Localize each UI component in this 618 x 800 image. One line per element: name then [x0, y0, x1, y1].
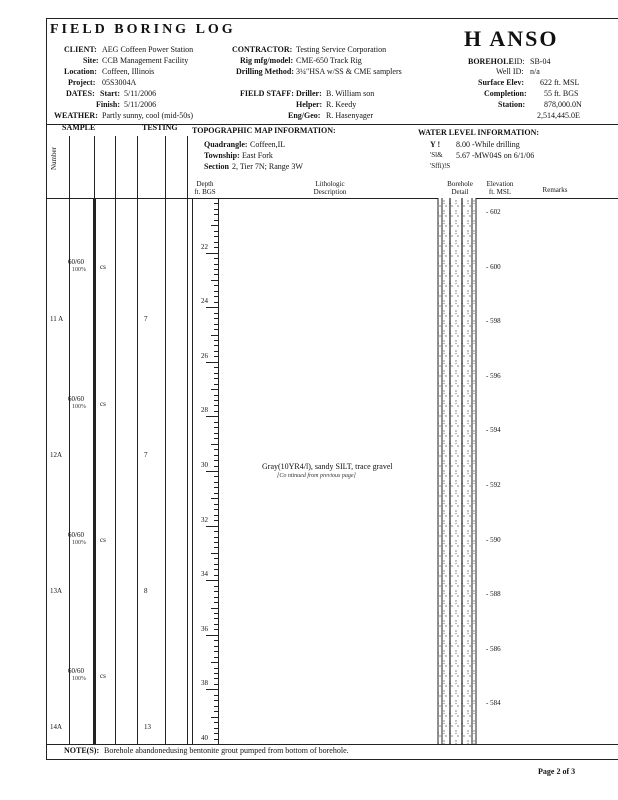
sample-type: cs	[100, 536, 106, 544]
quadrangle-value: Coffeen,IL	[250, 140, 286, 149]
elevation-label: - 600	[486, 262, 501, 271]
depth-tick	[214, 711, 218, 712]
depth-tick	[206, 198, 218, 199]
depth-tick	[214, 411, 218, 412]
depth-tick	[214, 324, 218, 325]
finish-label: Finish:	[96, 100, 121, 109]
drilling-value: 3¼"HSA w/SS & CME samplers	[296, 67, 402, 76]
depth-tick	[214, 258, 218, 259]
elevation-header-unit: ft. MSL	[488, 188, 512, 196]
lithology-header	[290, 180, 370, 196]
station-value: 878,000.0N	[544, 100, 582, 109]
blow-count: 8	[144, 587, 148, 595]
elevation-label: - 596	[486, 371, 501, 380]
depth-tick	[214, 624, 218, 625]
field-staff-label: FIELD STAFF:	[240, 89, 294, 98]
project-value: 05S3004A	[102, 78, 137, 87]
depth-tick	[214, 520, 218, 521]
elevation-label: - 584	[486, 699, 501, 708]
depth-tick	[214, 695, 218, 696]
lithology-header-desc: Description	[313, 188, 347, 196]
blow-count: 7	[144, 315, 148, 323]
elevation-label: - 602	[486, 208, 501, 216]
depth-label: 30	[201, 461, 208, 469]
contractor-label: CONTRACTOR:	[232, 45, 293, 54]
depth-tick	[214, 313, 218, 314]
sample-recovery-pct: 100%	[72, 676, 86, 682]
sample-type: cs	[100, 672, 106, 680]
sample-recovery: 60/60	[68, 667, 84, 675]
depth-tick	[214, 515, 218, 516]
completion-value: 55 ft. BGS	[544, 89, 579, 98]
depth-header-label: Depth	[196, 180, 214, 188]
sample-recovery-pct: 100%	[72, 267, 86, 273]
depth-label: 28	[201, 406, 208, 415]
depth-tick	[211, 553, 218, 554]
location-value: Coffeen, Illinois	[102, 67, 155, 76]
remarks-header: Remarks	[542, 186, 568, 194]
depth-tick	[206, 471, 218, 472]
depth-tick	[214, 438, 218, 439]
depth-tick	[206, 362, 218, 363]
col-line	[165, 136, 166, 744]
col-line	[137, 136, 138, 744]
col-line	[187, 136, 188, 744]
section-value: 2, Tier 7N; Range 3W	[232, 162, 303, 171]
depth-tick	[214, 203, 218, 204]
depth-tick	[211, 608, 218, 609]
depth-tick	[206, 689, 218, 690]
sample-id: 14A	[50, 723, 63, 731]
depth-tick	[206, 580, 218, 581]
notes-label: NOTE(S):	[64, 746, 100, 755]
water-line-1: 8.00 -While drilling	[456, 140, 520, 149]
depth-tick	[214, 537, 218, 538]
depth-tick	[214, 618, 218, 619]
depth-tick	[214, 542, 218, 543]
completion-label: Completion:	[484, 89, 527, 98]
depth-tick	[214, 684, 218, 685]
start-value: 5/11/2006	[124, 89, 157, 98]
lithology-header-label: Lithologic	[315, 180, 345, 188]
elevation-label: - 586	[486, 644, 501, 653]
well-id-value: n/a	[530, 67, 540, 76]
header-divider	[46, 124, 618, 125]
depth-tick	[214, 575, 218, 576]
dates-label: DATES:	[66, 89, 95, 98]
form-title: FIELD BORING LOG	[50, 22, 236, 37]
water-symbol-1: Y !	[430, 140, 441, 149]
depth-tick	[211, 225, 218, 226]
depth-tick	[206, 307, 218, 308]
sample-bar	[93, 198, 96, 744]
col-line	[69, 136, 70, 744]
section-label: Section	[204, 162, 229, 171]
depth-tick	[211, 498, 218, 499]
depth-label: 38	[201, 679, 208, 688]
depth-tick	[214, 564, 218, 565]
sample-recovery: 60/60	[68, 395, 84, 403]
weather-label: WEATHER:	[54, 111, 98, 120]
borehole-header-label: Borehole	[447, 180, 473, 188]
elevation-label: - 592	[486, 481, 501, 489]
depth-tick	[214, 384, 218, 385]
depth-tick	[214, 558, 218, 559]
depth-tick	[206, 416, 218, 417]
easting-value: 2,514,445.0E	[537, 111, 580, 120]
sample-id: 11 A	[50, 315, 64, 323]
depth-tick	[206, 635, 218, 636]
depth-tick	[214, 673, 218, 674]
depth-tick	[214, 482, 218, 483]
sample-header: SAMPLE	[62, 123, 96, 132]
depth-label: 22	[201, 242, 208, 251]
depth-tick	[211, 717, 218, 718]
depth-label: 24	[201, 297, 208, 306]
surface-elev-value: 622 ft. MSL	[540, 78, 580, 87]
depth-label: 34	[201, 570, 208, 579]
page-number: Page 2 of 3	[538, 767, 576, 776]
depth-tick	[214, 678, 218, 679]
water-line-2: 5.67 -MW04S on 6/1/06	[456, 151, 535, 160]
depth-tick	[214, 318, 218, 319]
topo-heading: TOPOGRAPHIC MAP INFORMATION:	[192, 126, 336, 135]
depth-tick	[206, 744, 218, 745]
depth-tick	[214, 340, 218, 341]
driller-value: B. William son	[326, 89, 375, 98]
depth-tick	[214, 247, 218, 248]
rig-value: CME-650 Track Rig	[296, 56, 362, 65]
depth-tick	[214, 296, 218, 297]
depth-tick	[214, 214, 218, 215]
water-symbol-2: 'Sl&	[430, 151, 443, 159]
depth-tick	[214, 460, 218, 461]
blow-count: 13	[144, 723, 151, 731]
elevation-label: - 590	[486, 535, 501, 544]
depth-label: 36	[201, 624, 208, 633]
sample-recovery-pct: 100%	[72, 404, 86, 410]
depth-tick	[214, 329, 218, 330]
elevation-label: - 588	[486, 590, 501, 599]
depth-tick	[214, 487, 218, 488]
well-id-label: Well ID:	[496, 67, 524, 76]
depth-tick	[211, 444, 218, 445]
depth-tick	[214, 356, 218, 357]
sample-recovery: 60/60	[68, 258, 84, 266]
depth-tick	[214, 220, 218, 221]
sample-id: 12A	[50, 451, 63, 459]
depth-label: 26	[201, 351, 208, 360]
quadrangle-label: Quadrangle:	[204, 140, 248, 149]
sample-recovery: 60/60	[68, 531, 84, 539]
depth-tick	[214, 629, 218, 630]
drilling-label: Drilling Method:	[236, 67, 294, 76]
borehole-detail-graphic	[436, 198, 482, 744]
township-label: Township:	[204, 151, 240, 160]
township-value: East Fork	[242, 151, 273, 160]
depth-tick	[211, 662, 218, 663]
depth-tick	[214, 602, 218, 603]
location-label: Location:	[64, 67, 97, 76]
depth-tick	[214, 378, 218, 379]
depth-tick	[214, 351, 218, 352]
station-label: Station:	[498, 100, 526, 109]
depth-axis-right	[218, 198, 219, 744]
borehole-label: BOREHOLE	[468, 57, 514, 66]
depth-tick	[214, 728, 218, 729]
depth-tick	[214, 367, 218, 368]
borehole-header-detail: Detail	[451, 188, 469, 196]
client-label: CLIENT:	[64, 45, 97, 54]
sample-recovery-pct: 100%	[72, 540, 86, 546]
depth-header	[192, 180, 218, 196]
depth-tick	[214, 242, 218, 243]
depth-tick	[214, 569, 218, 570]
notes-text: Borehole abandonedusing bentonite grout pumped from bottom of borehole.	[104, 746, 349, 755]
depth-tick	[214, 504, 218, 505]
depth-tick	[214, 302, 218, 303]
depth-tick	[214, 373, 218, 374]
grout-fill	[438, 198, 476, 744]
borehole-id-label: ID:	[514, 57, 525, 66]
depth-tick	[214, 613, 218, 614]
depth-tick	[214, 400, 218, 401]
depth-tick	[214, 733, 218, 734]
eng-label: Eng/Geo:	[288, 111, 321, 120]
depth-tick	[214, 739, 218, 740]
borehole-id-value: SB-04	[530, 57, 551, 66]
blow-count: 7	[144, 451, 148, 459]
depth-tick	[214, 427, 218, 428]
depth-tick	[214, 706, 218, 707]
depth-tick	[214, 433, 218, 434]
depth-tick	[214, 274, 218, 275]
client-value: AEG Coffeen Power Station	[102, 45, 194, 54]
surface-elev-label: Surface Elev:	[478, 78, 524, 87]
depth-tick	[214, 285, 218, 286]
eng-value: R. Hasenyager	[326, 111, 374, 120]
depth-tick	[214, 236, 218, 237]
depth-tick	[214, 395, 218, 396]
driller-label: Driller:	[296, 89, 322, 98]
depth-tick	[206, 253, 218, 254]
sample-type: cs	[100, 263, 106, 271]
start-label: Start:	[100, 89, 120, 98]
depth-tick	[214, 231, 218, 232]
depth-tick	[214, 493, 218, 494]
depth-tick	[214, 700, 218, 701]
depth-tick	[214, 531, 218, 532]
depth-tick	[214, 657, 218, 658]
company-logo: H ANSO	[464, 26, 559, 51]
testing-header: TESTING	[142, 123, 178, 132]
depth-tick	[214, 449, 218, 450]
elevation-header-label: Elevation	[486, 180, 514, 188]
contractor-value: Testing Service Corporation	[296, 45, 387, 54]
depth-tick	[214, 291, 218, 292]
depth-tick	[214, 547, 218, 548]
depth-tick	[214, 651, 218, 652]
depth-tick	[214, 264, 218, 265]
col-line	[115, 136, 116, 744]
sample-type: cs	[100, 400, 106, 408]
depth-tick	[214, 269, 218, 270]
weather-value: Partly sunny, cool (mid-50s)	[102, 111, 194, 120]
depth-tick	[211, 280, 218, 281]
water-line-3: 'Sffi)!S	[430, 162, 451, 170]
depth-tick	[214, 405, 218, 406]
depth-tick	[214, 466, 218, 467]
depth-tick	[214, 591, 218, 592]
depth-tick	[214, 722, 218, 723]
column-header-divider	[46, 198, 618, 199]
depth-label: 40	[201, 734, 208, 742]
elevation-label: - 594	[486, 426, 501, 435]
elevation-label: - 598	[486, 317, 501, 326]
depth-tick	[214, 668, 218, 669]
depth-axis	[192, 198, 193, 744]
site-value: CCB Management Facility	[102, 56, 189, 65]
depth-tick	[211, 389, 218, 390]
number-col-header: Number	[50, 147, 58, 170]
lithology-continued: [Co ntinued from previous page]	[277, 473, 356, 479]
depth-tick	[214, 509, 218, 510]
depth-tick	[214, 345, 218, 346]
finish-value: 5/11/2006	[124, 100, 157, 109]
depth-tick	[206, 526, 218, 527]
borehole-header	[440, 180, 480, 196]
depth-tick	[214, 476, 218, 477]
depth-tick	[214, 597, 218, 598]
water-heading: WATER LEVEL INFORMATION:	[418, 128, 540, 137]
rig-label: Rig mfg/model:	[240, 56, 294, 65]
depth-tick	[214, 455, 218, 456]
project-label: Project:	[68, 78, 96, 87]
depth-tick	[211, 335, 218, 336]
depth-tick	[214, 586, 218, 587]
helper-label: Helper:	[296, 100, 323, 109]
depth-label: 32	[201, 515, 208, 524]
depth-tick	[214, 640, 218, 641]
elevation-header	[480, 180, 520, 196]
depth-tick	[214, 646, 218, 647]
depth-tick	[214, 422, 218, 423]
lithology-main: Gray(10YR4/l), sandy SILT, trace gravel	[262, 462, 393, 471]
depth-header-unit: ft. BGS	[194, 188, 216, 196]
helper-value: R. Keedy	[326, 100, 357, 109]
site-label: Site:	[83, 56, 99, 65]
sample-id: 13A	[50, 587, 63, 595]
notes-divider	[46, 744, 618, 745]
depth-tick	[214, 209, 218, 210]
